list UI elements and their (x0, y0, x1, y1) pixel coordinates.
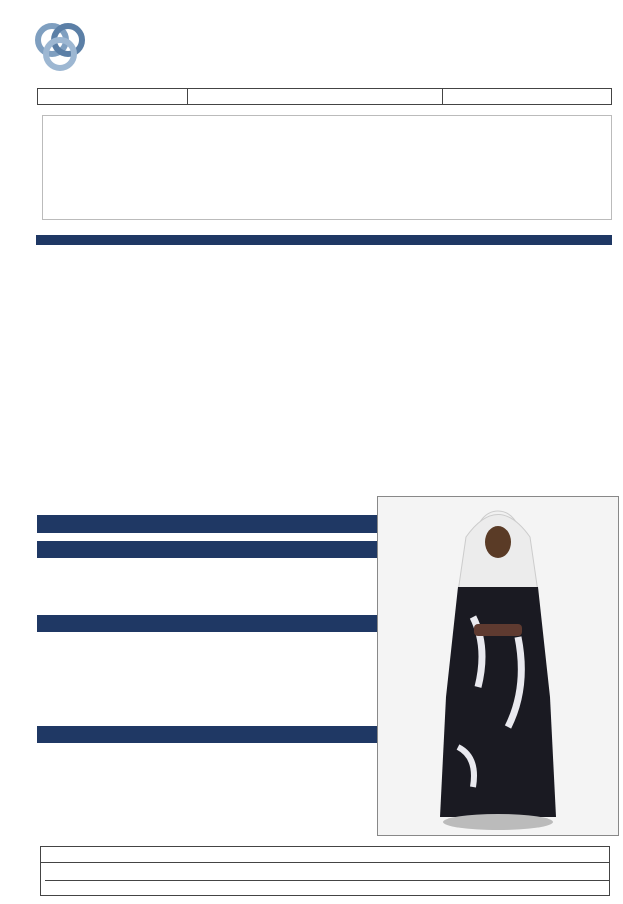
languages-table (37, 541, 377, 558)
skills-header-en (38, 727, 208, 743)
education-value (221, 516, 376, 532)
education-row (37, 515, 377, 533)
employment-header-ar (207, 616, 377, 632)
remarks-header (41, 847, 609, 863)
skills-header-ar (207, 727, 377, 743)
skills-table (37, 726, 377, 743)
remarks-line-2 (45, 880, 609, 883)
details-section (36, 235, 612, 245)
employment-header-en (38, 616, 208, 632)
languages-header-en (38, 542, 208, 558)
applicant-photo (377, 496, 619, 836)
details-bottom-bar (36, 239, 612, 245)
languages-header-ar (207, 542, 377, 558)
employment-table (37, 615, 377, 632)
remarks-box (40, 846, 610, 896)
application-label (38, 89, 188, 104)
logo-knot-icon (32, 18, 88, 74)
education-label (38, 516, 221, 532)
application-value (188, 89, 443, 104)
top-info-box (42, 115, 612, 220)
company-logo (30, 10, 200, 80)
application-row (37, 88, 612, 105)
